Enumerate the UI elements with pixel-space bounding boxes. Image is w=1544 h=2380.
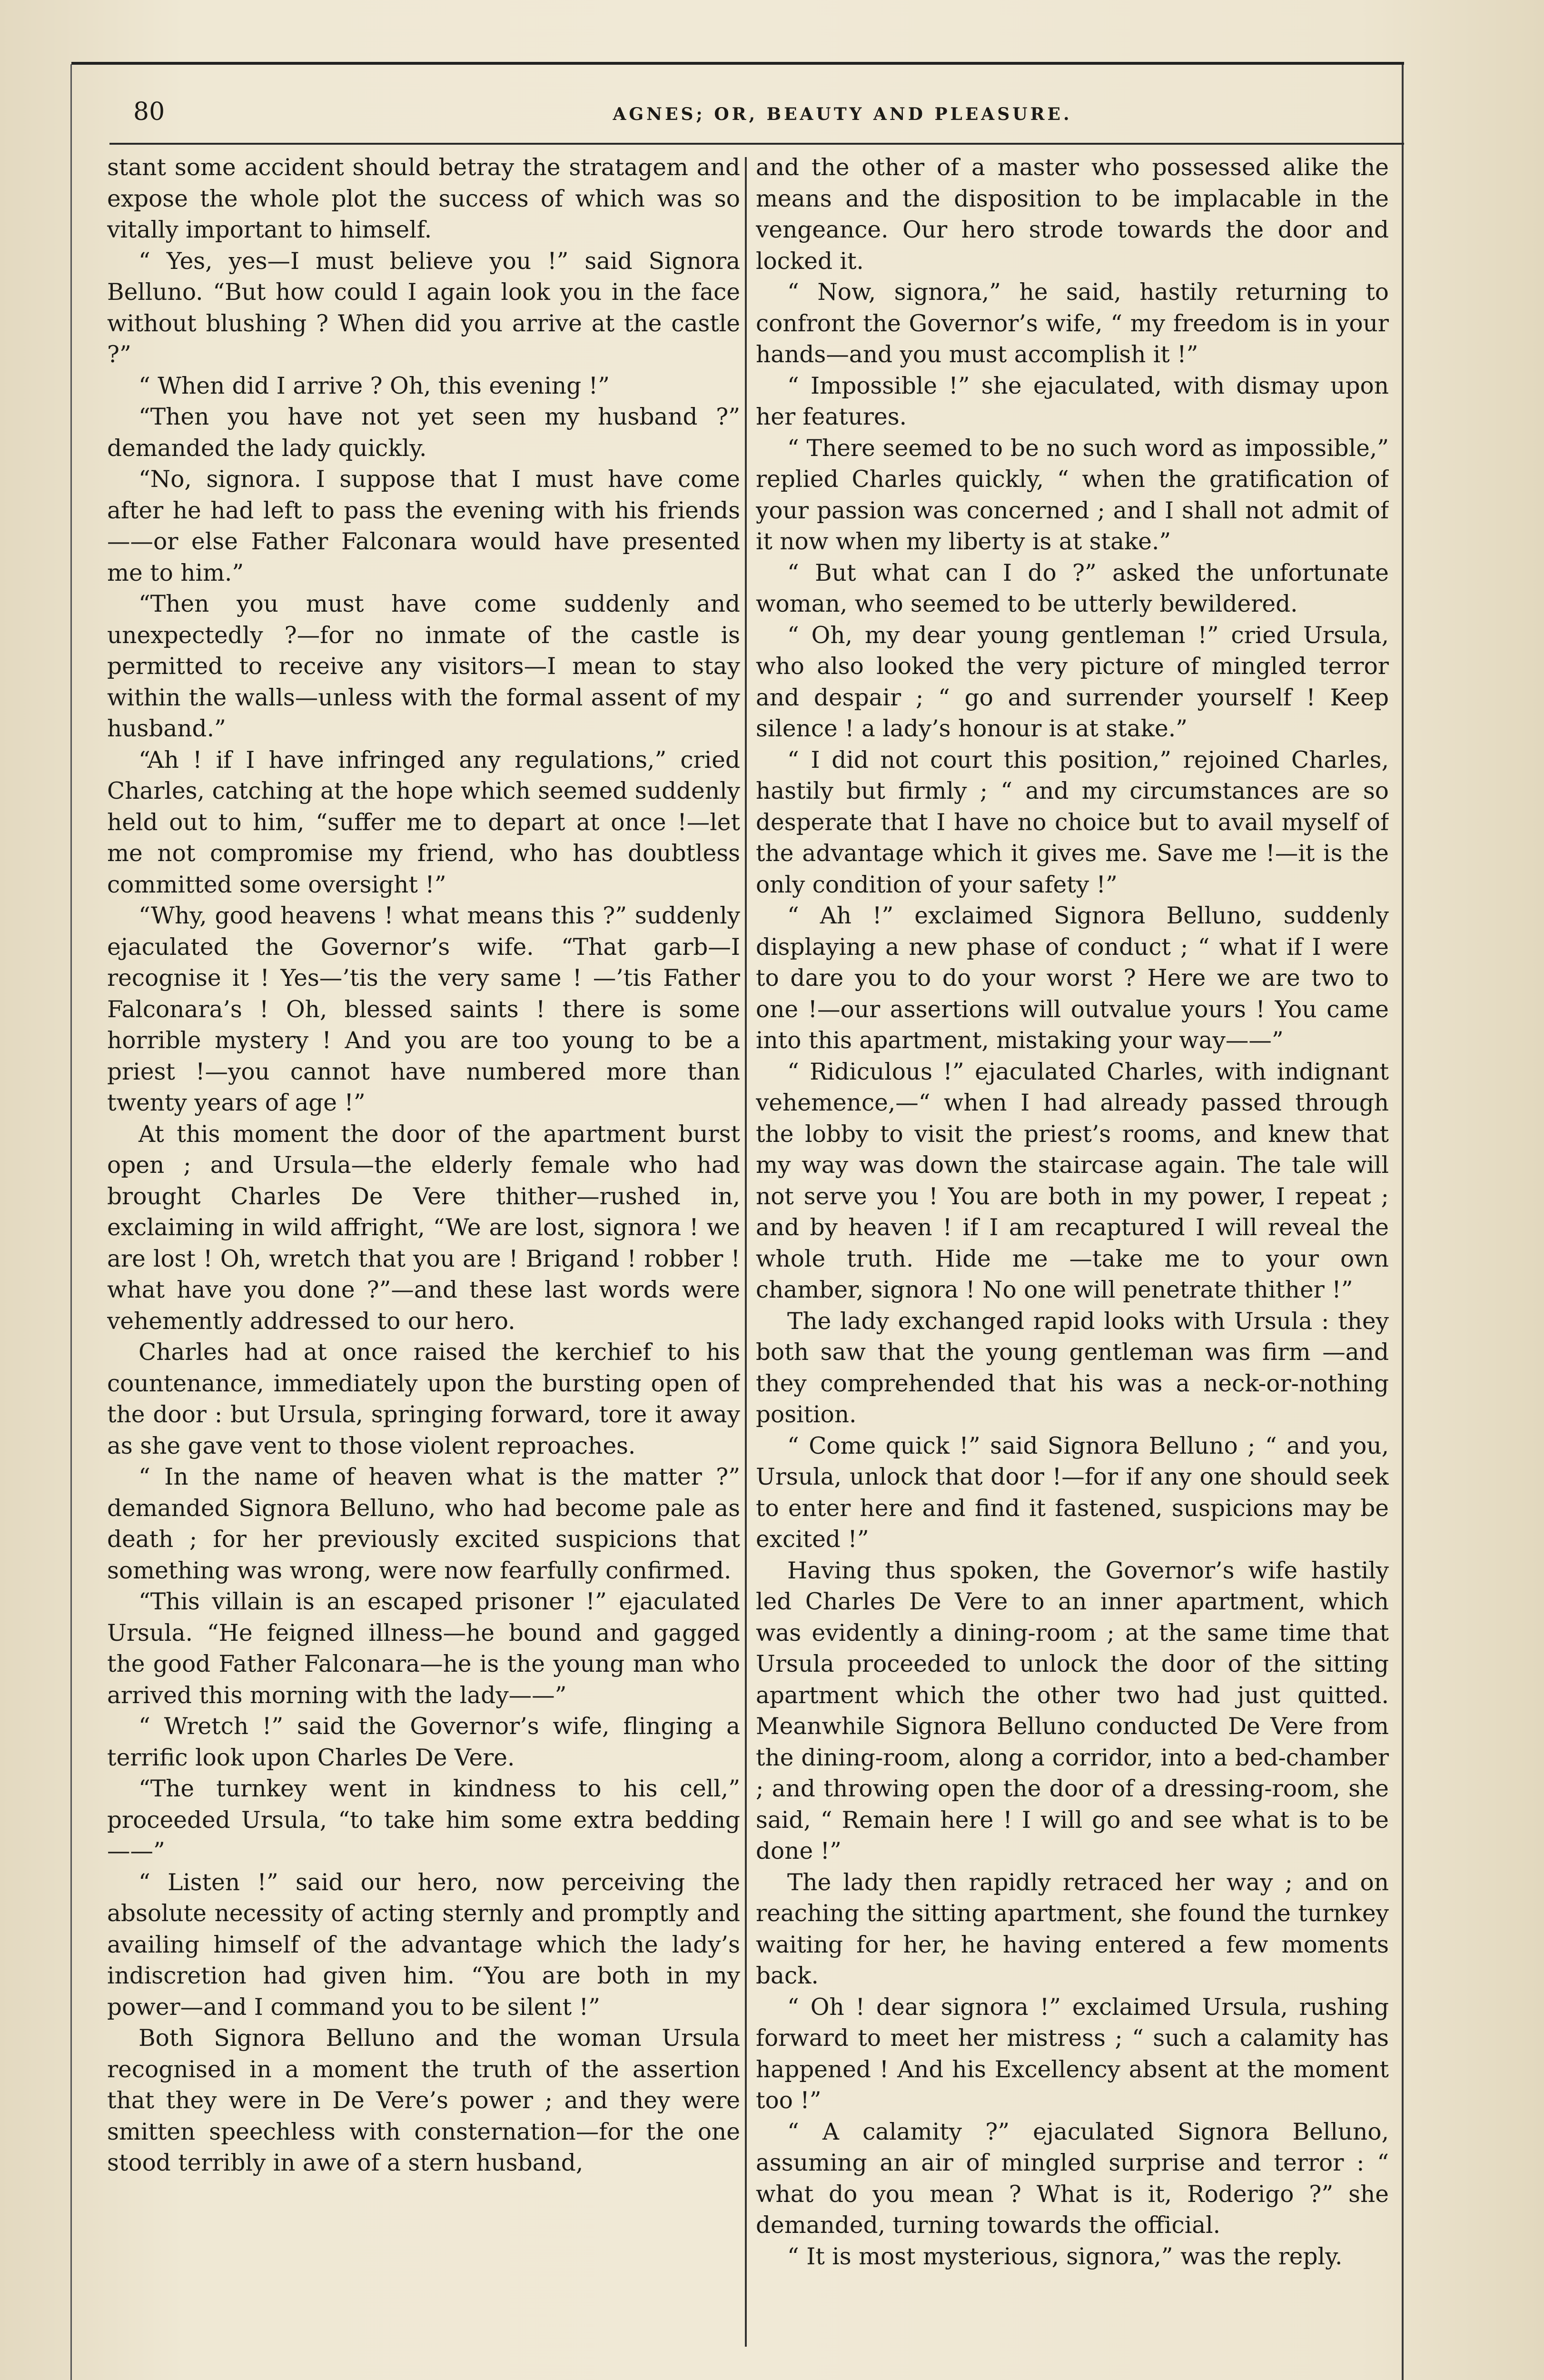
header-rule <box>109 143 1404 145</box>
paragraph: “No, signora. I suppose that I must have come after he had left to pass the evening with his friends——or else Father Falconara would have presented me to him.” <box>107 466 740 586</box>
paragraph: “This villain is an escaped prisoner !” ejaculated Ursula. “He feigned illness—he bound and gagged the good Father Falconara—he is the young man who arrived this morning with the lady——” <box>107 1588 740 1709</box>
paragraph: “ A calamity ?” ejaculated Signora Belluno, assuming an air of mingled surprise and terror : “ what do you mean ? What is it, Roderigo ?” she demanded, turning towards the official. <box>756 2118 1389 2239</box>
paragraph: “ It is most mysterious, signora,” was the reply. <box>787 2243 1343 2270</box>
paragraph: “ Ridiculous !” ejaculated Charles, with indignant vehemence,—“ when I had already passed through the lobby to visit the priest’s rooms, and knew that my way was down the staircase again. The tale will not serve you ! You are both in my power, I repeat ; and by heaven ! if I am recaptured I will reveal the whole truth. Hide me —take me to your own chamber, signora ! No one will penetrate thither !” <box>756 1058 1389 1303</box>
paragraph: Having thus spoken, the Governor’s wife hastily led Charles De Vere to an inner apartment, which was evidently a dining-room ; at the same time that Ursula proceeded to unlock the door of the sitting apartment which the other two had just quitted. Meanwhile Signora Belluno conducted De Vere from the dining-room, along a corridor, into a bed-chamber ; and throwing open the door of a dressing-room, she said, “ Remain here ! I will go and see what is to be done !” <box>756 1557 1389 1864</box>
paragraph: “ Oh ! dear signora !” exclaimed Ursula, rushing forward to meet her mistress ; “ such a calamity has happened ! And his Excellency absent at the moment too !” <box>756 1993 1389 2114</box>
top-border-rule <box>71 62 1404 65</box>
paragraph: “ Come quick !” said Signora Belluno ; “ and you, Ursula, unlock that door !—for if any one should seek to enter here and find it fastened, suspicions may be excited !” <box>756 1432 1389 1553</box>
paragraph: “ Oh, my dear young gentleman !” cried Ursula, who also looked the very picture of mingled terror and despair ; “ go and surrender yourself ! Keep silence ! a lady’s honour is at stake.” <box>756 622 1389 742</box>
left-border-rule <box>70 64 72 2380</box>
paragraph: “ But what can I do ?” asked the unfortunate woman, who seemed to be utterly bewildered. <box>756 559 1389 617</box>
right-text-column <box>756 152 1389 2351</box>
paragraph: “ Ah !” exclaimed Signora Belluno, suddenly displaying a new phase of conduct ; “ what if I were to dare you to do your worst ? Here we are two to one !—our assertions will outvalue yours ! You came into this apartment, mistaking your way——” <box>756 902 1389 1054</box>
paragraph: The lady then rapidly retraced her way ; and on reaching the sitting apartment, she found the turnkey waiting for her, he having entered a few moments back. <box>756 1869 1389 1989</box>
paragraph: “Ah ! if I have infringed any regulations,” cried Charles, catching at the hope which seemed suddenly held out to him, “suffer me to depart at once !—let me not compromise my friend, who has doubtless committed some oversight !” <box>107 746 740 898</box>
page-number: 80 <box>133 98 165 126</box>
paragraph: “ Yes, yes—I must believe you !” said Signora Belluno. “But how could I again look you in the face without blushing ? When did you arrive at the castle ?” <box>107 248 740 368</box>
paragraph: “ I did not court this position,” rejoined Charles, hastily but firmly ; “ and my circumstances are so desperate that I have no choice but to avail myself of the advantage which it gives me. Save me !—it is the only condition of your safety !” <box>756 746 1389 898</box>
paragraph: “ Now, signora,” he said, hastily returning to confront the Governor’s wife, “ my freedom is in your hands—and you must accomplish it !” <box>756 279 1389 368</box>
paragraph: “ There seemed to be no such word as impossible,” replied Charles quickly, “ when the gratification of your passion was concerned ; and I shall not admit of it now when my liberty is at stake.” <box>756 435 1389 555</box>
paragraph: The lady exchanged rapid looks with Ursula : they both saw that the young gentleman was firm —and they comprehended that his was a neck-or-nothing position. <box>756 1308 1389 1428</box>
right-border-rule <box>1402 64 1404 2380</box>
page-header <box>129 98 1414 140</box>
paragraph: “Then you have not yet seen my husband ?” demanded the lady quickly. <box>107 404 740 462</box>
paragraph: “Then you must have come suddenly and unexpectedly ?—for no inmate of the castle is permitted to receive any visitors—I mean to stay within the walls—unless with the formal assent of my husband.” <box>107 591 740 742</box>
paragraph: “ When did I arrive ? Oh, this evening !” <box>139 372 610 399</box>
paragraph: “ Listen !” said our hero, now perceiving the absolute necessity of acting sternly and promptly and availing himself of the advantage which the lady’s indiscretion had given him. “You are both in my power—and I command you to be silent !” <box>107 1869 740 2021</box>
paragraph: Both Signora Belluno and the woman Ursula recognised in a moment the truth of the assertion that they were in De Vere’s power ; and they were smitten speechless with consternation—for the one stood terribly in awe of a stern husband, <box>107 2025 740 2176</box>
paragraph: At this moment the door of the apartment burst open ; and Ursula—the elderly female who had brought Charles De Vere thither—rushed in, exclaiming in wild affright, “We are lost, signora ! we are lost ! Oh, wretch that you are ! Brigand ! robber ! what have you done ?”—and these last words were vehemently addressed to our hero. <box>107 1121 740 1335</box>
left-text-column <box>107 152 740 2351</box>
paragraph: “ Wretch !” said the Governor’s wife, flinging a terrific look upon Charles De Vere. <box>107 1713 740 1771</box>
paragraph: “Why, good heavens ! what means this ?” suddenly ejaculated the Governor’s wife. “That garb—I recognise it ! Yes—’tis the very same ! —’tis Father Falconara’s ! Oh, blessed saints ! there is some horrible mystery ! And you are too young to be a priest !—you cannot have numbered more than twenty years of age !” <box>107 902 740 1116</box>
paragraph: stant some accident should betray the stratagem and expose the whole plot the success of which was so vitally important to himself. <box>107 154 740 243</box>
paragraph: Charles had at once raised the kerchief to his countenance, immediately upon the bursting open of the door : but Ursula, springing forward, tore it away as she gave vent to those violent reproaches. <box>107 1339 740 1459</box>
paragraph: “ In the name of heaven what is the matter ?” demanded Signora Belluno, who had become pale as death ; for her previously excited suspicions that something was wrong, were now fearfully confirmed. <box>107 1464 740 1584</box>
paragraph: and the other of a master who possessed alike the means and the disposition to be implacable in the vengeance. Our hero strode towards the door and locked it. <box>756 154 1389 275</box>
running-title: AGNES; OR, BEAUTY AND PLEASURE. <box>613 104 1072 124</box>
column-divider <box>745 157 747 2347</box>
paragraph: “ Impossible !” she ejaculated, with dismay upon her features. <box>756 372 1389 430</box>
paragraph: “The turnkey went in kindness to his cell,” proceeded Ursula, “to take him some extra bedding——” <box>107 1775 740 1864</box>
